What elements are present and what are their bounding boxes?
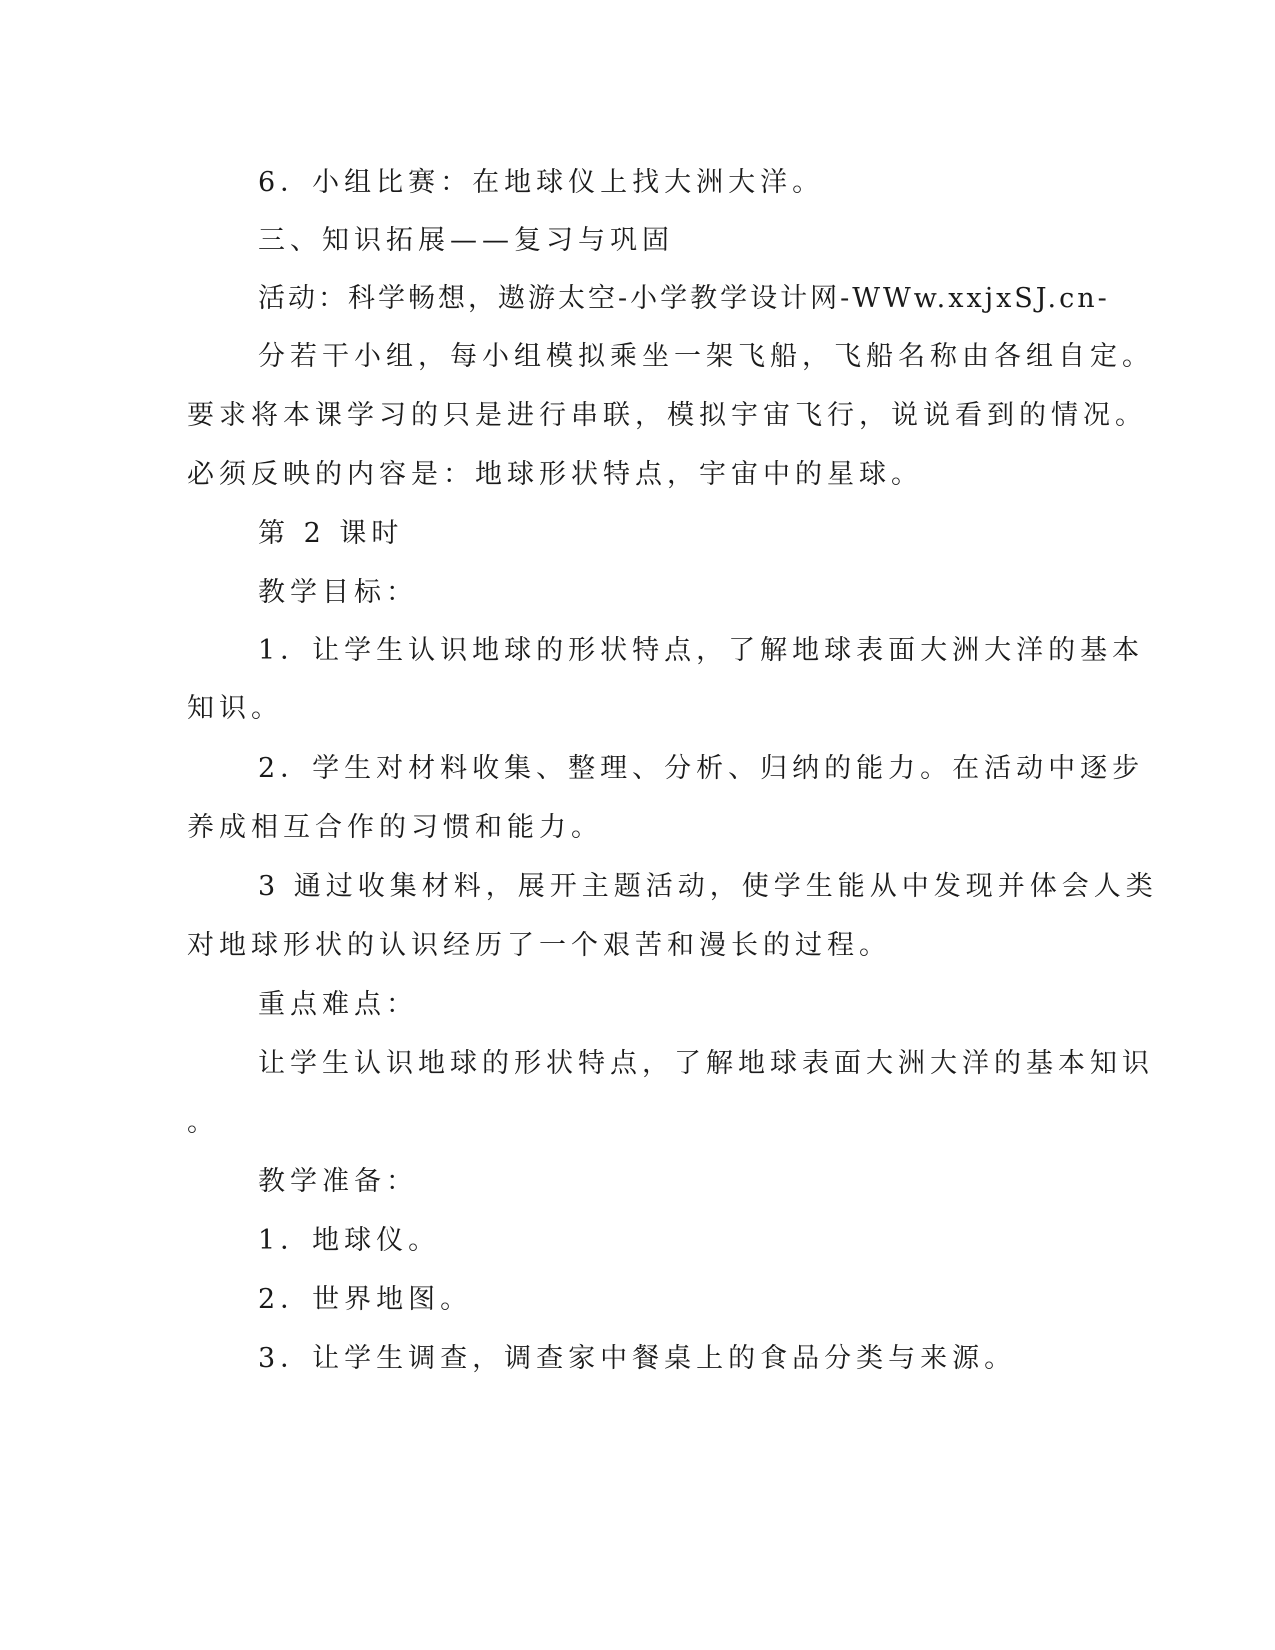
- text-line: 3．让学生调查，调查家中餐桌上的食品分类与来源。: [258, 1343, 1017, 1374]
- text-line: 分若干小组，每小组模拟乘坐一架飞船，飞船名称由各组自定。: [258, 341, 1154, 372]
- text-line: 要求将本课学习的只是进行串联，模拟宇宙飞行，说说看到的情况。: [187, 400, 1147, 431]
- text-line: 1．地球仪。: [258, 1225, 441, 1256]
- text-line: 养成相互合作的习惯和能力。: [187, 812, 603, 843]
- text-line: 活动：科学畅想，遨游太空-小学教学设计网-WWw.xxjxSJ.cn-: [258, 283, 1110, 314]
- text-line: 2．世界地图。: [258, 1284, 473, 1315]
- text-line: 让学生认识地球的形状特点，了解地球表面大洲大洋的基本知识: [258, 1048, 1154, 1079]
- text-line: 。: [187, 1107, 219, 1138]
- lesson-heading: 第 2 课时: [258, 518, 404, 549]
- subsection-heading: 教学目标：: [258, 577, 418, 608]
- text-line: 1．让学生认识地球的形状特点，了解地球表面大洲大洋的基本: [258, 635, 1145, 666]
- text-line: 知识。: [187, 693, 283, 724]
- text-line: 对地球形状的认识经历了一个艰苦和漫长的过程。: [187, 930, 891, 961]
- subsection-heading: 教学准备：: [258, 1166, 418, 1197]
- text-line: 2．学生对材料收集、整理、分析、归纳的能力。在活动中逐步: [258, 753, 1145, 784]
- subsection-heading: 重点难点：: [258, 989, 418, 1020]
- text-line: 6．小组比赛：在地球仪上找大洲大洋。: [258, 167, 825, 198]
- text-line: 必须反映的内容是：地球形状特点，宇宙中的星球。: [187, 459, 923, 490]
- text-line: 3 通过收集材料，展开主题活动，使学生能从中发现并体会人类: [258, 871, 1158, 902]
- section-heading: 三、知识拓展——复习与巩固: [258, 225, 674, 256]
